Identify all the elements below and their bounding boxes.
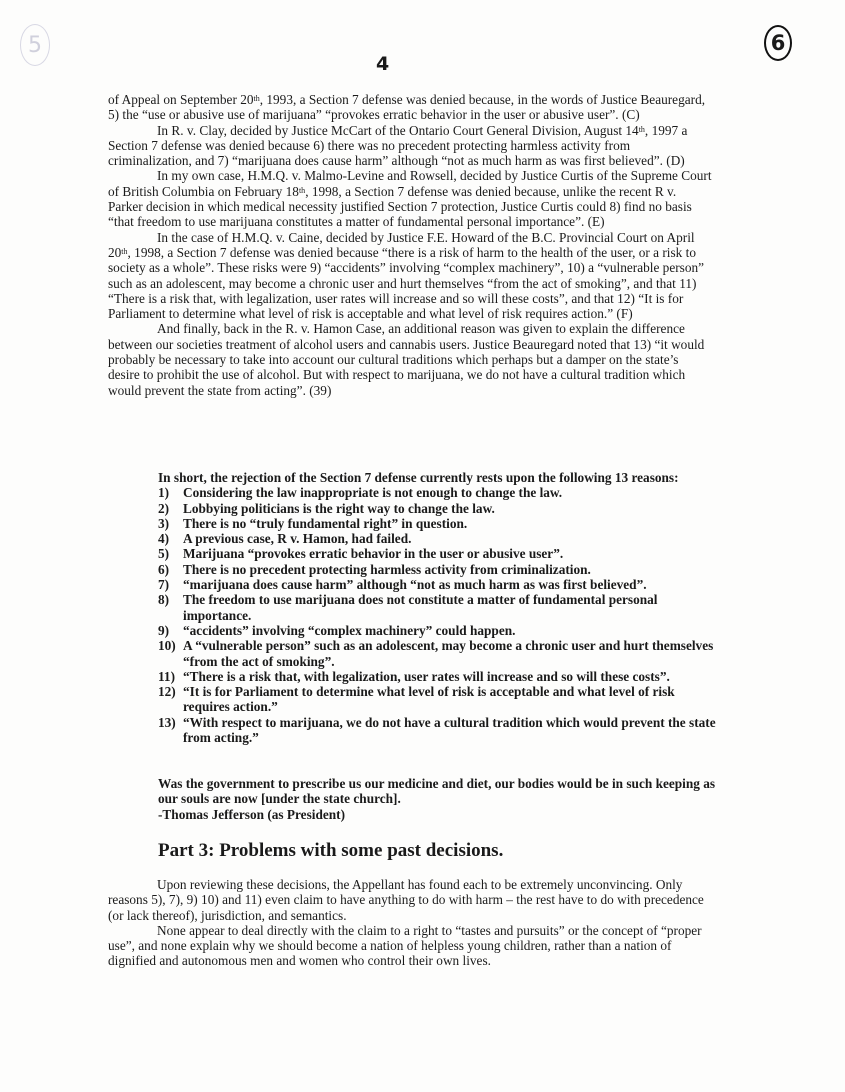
reason-item — [158, 546, 723, 561]
reason-number: 10) — [158, 638, 176, 654]
reason-item — [158, 669, 723, 684]
reason-item — [158, 501, 723, 516]
circled-page-stamp: 6 — [764, 25, 792, 61]
reason-item — [158, 562, 723, 577]
reason-number: 2) — [158, 500, 170, 516]
reason-number: 5) — [158, 546, 170, 562]
superscript: th — [121, 246, 128, 256]
closing-paragraph-1: Upon reviewing these decisions, the Appellant has found each to be extremely unconvincing. Only reasons 5), 7), 9) 10) and 11) even claim to have anything to do with harm – the rest have to do with precedence (or lack thereof), jurisdiction, and semantics. — [108, 877, 704, 923]
reason-text: “With respect to marijuana, we do not have a cultural tradition which would prevent the state from acting.” — [183, 714, 716, 746]
reason-number: 6) — [158, 561, 170, 577]
quote-attribution: -Thomas Jefferson (as President) — [158, 806, 345, 822]
superscript: th — [298, 185, 306, 195]
reason-number: 9) — [158, 622, 170, 638]
paragraph-clay — [108, 123, 712, 169]
reason-text: A previous case, R v. Hamon, had failed. — [183, 531, 412, 547]
reason-number: 7) — [158, 577, 170, 593]
reason-item — [158, 516, 723, 531]
reason-number: 1) — [158, 485, 170, 501]
text: of Appeal on September 20 — [108, 92, 254, 107]
text: , 1998, a Section 7 defense was denied because “there is a risk of harm to the health of the user, or a risk to society as a whole”. These risks were 9) “accidents” involving “complex machinery”, 10) a “vulnerable person” such as an adolescent, may become a chronic user and hurt themselves “from the act of smoking”, and that 11) “There is a risk that, with legalization, user rates will increase and so will these costs”, and that 12) “It is for Parliament to determine what level of risk is acceptable and what level of risk requires action.” (F) — [108, 244, 705, 322]
reason-item — [158, 623, 723, 638]
reason-number: 11) — [158, 668, 175, 684]
paragraph-caine — [108, 230, 712, 322]
superscript: th — [253, 94, 260, 103]
paragraph-hamon-final: And finally, back in the R. v. Hamon Case, an additional reason was given to explain the difference between our societies treatment of alcohol users and cannabis users. Justice Beauregard noted that 13) “it would probably be necessary to take into account our cultural traditions which perhaps but a damper on the state’s desire to prohibit the use of alcohol. But with respect to marijuana, we do not have a cultural tradition which would prevent the state from acting”. (39) — [108, 321, 705, 398]
reason-text: There is no precedent protecting harmless activity from criminalization. — [183, 561, 591, 577]
reason-number: 12) — [158, 684, 176, 700]
text: In the case of H.M.Q. v. Caine, decided by Justice F.E. Howard of the B.C. Provincial Court on April 20 — [108, 229, 695, 260]
reason-item — [158, 592, 723, 623]
reason-text: “accidents” involving “complex machinery” could happen. — [183, 622, 516, 638]
reason-text: Lobbying politicians is the right way to change the law. — [183, 500, 495, 516]
handwritten-page-number: 4 — [376, 53, 390, 75]
closing-paragraph-2: None appear to deal directly with the claim to a right to “tastes and pursuits” or the concept of “proper use”, and none explain why we should become a nation of helpless young children, rather than a nation of dignified and autonomous men and women who control their own lives. — [108, 922, 702, 969]
body-text — [108, 92, 712, 398]
reason-text: There is no “truly fundamental right” in question. — [183, 515, 468, 531]
reason-number: 3) — [158, 515, 170, 531]
reasons-summary — [158, 470, 723, 745]
reason-number: 13) — [158, 714, 176, 730]
reason-number: 8) — [158, 592, 170, 608]
reason-item — [158, 638, 723, 669]
faint-circled-page-stamp: 5 — [20, 24, 50, 66]
text: , 1997 a Section 7 defense was denied because 6) there was no precedent protecting harmless activity from criminalization, and 7) “marijuana does cause harm” although “not as much harm as was first believed”. (D) — [108, 122, 688, 169]
reason-item — [158, 485, 723, 500]
reason-number: 4) — [158, 531, 170, 547]
superscript: th — [638, 124, 645, 134]
paragraph-hamon-appeal — [108, 92, 712, 123]
reason-text: “There is a risk that, with legalization, user rates will increase and so will these costs”. — [183, 668, 670, 684]
reason-text: Marijuana “provokes erratic behavior in the user or abusive user”. — [183, 546, 564, 562]
reason-text: Considering the law inappropriate is not enough to change the law. — [183, 485, 563, 501]
reason-text: “It is for Parliament to determine what level of risk is acceptable and what level of risk requires action.” — [183, 684, 675, 715]
section-heading: Part 3: Problems with some past decisions. — [158, 840, 504, 861]
text: In my own case, H.M.Q. v. Malmo-Levine and Rowsell, decided by Justice Curtis of the Supreme Court of British Columbia on February 18 — [108, 168, 712, 199]
quote-text: Was the government to prescribe us our medicine and diet, our bodies would be in such keeping as our souls are now [under the state church]. — [158, 776, 716, 807]
text: , 1998, a Section 7 defense was denied because, unlike the recent R v. Parker decision in which medical necessity justified Section 7 protection, Justice Curtis could 8) find no basis “that freedom to use marijuana constitutes a matter of fundamental personal importance”. (E) — [108, 183, 692, 230]
reason-item — [158, 715, 723, 746]
reason-item — [158, 577, 723, 592]
reason-text: A “vulnerable person” such as an adolescent, may become a chronic user and hurt themselves “from the act of smoking”. — [183, 638, 714, 669]
reason-text: “marijuana does cause harm” although “not as much harm as was first believed”. — [183, 577, 647, 593]
closing-text — [108, 877, 712, 969]
text: , 1993, a Section 7 defense was denied because, in the words of Justice Beauregard, 5) the “use or abusive use of marijuana” “provokes erratic behavior in the user or abusive user”. (C) — [108, 92, 706, 123]
reason-item — [158, 531, 723, 546]
paragraph-malmo-levine — [108, 168, 712, 229]
reasons-list — [158, 485, 723, 745]
text: In R. v. Clay, decided by Justice McCart of the Ontario Court General Division, August 14 — [157, 122, 639, 138]
reason-item — [158, 684, 723, 715]
summary-intro: In short, the rejection of the Section 7 defense currently rests upon the following 13 reasons: — [158, 470, 679, 485]
reason-text: The freedom to use marijuana does not constitute a matter of fundamental personal importance. — [183, 592, 658, 623]
jefferson-quote — [158, 776, 718, 822]
